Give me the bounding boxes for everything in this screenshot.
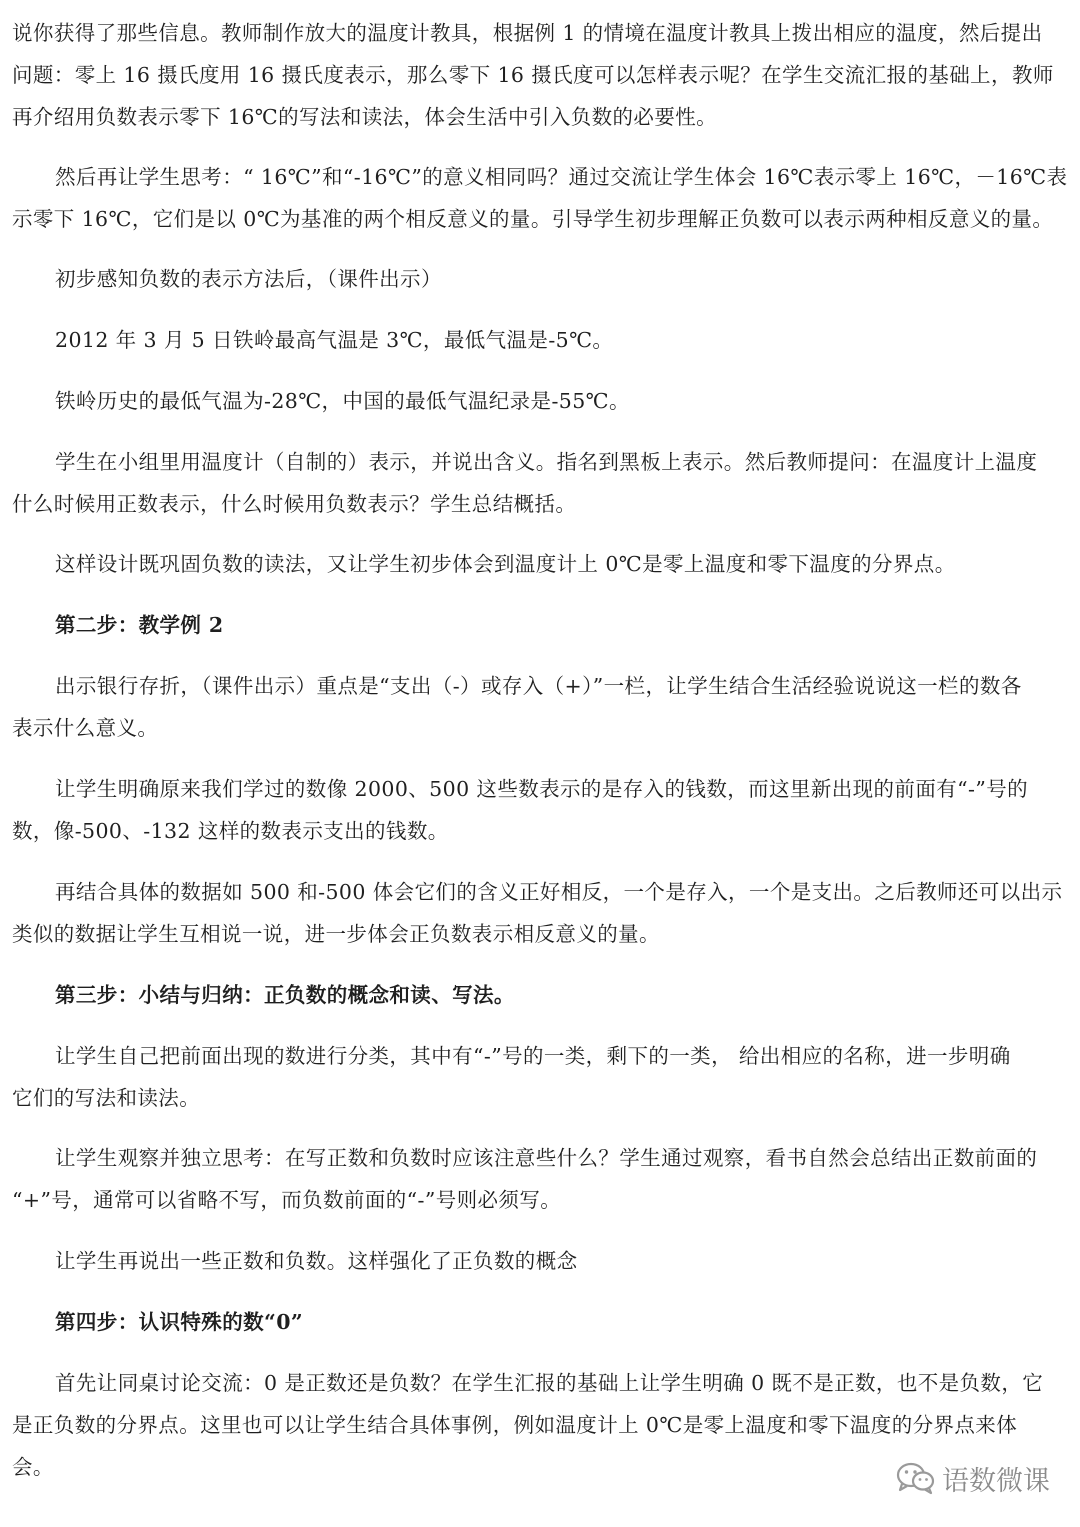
text-line: 什么时候用正数表示，什么时候用负数表示？学生总结概括。	[12, 492, 577, 516]
text-line: “+”号，通常可以省略不写，而负数前面的“-”号则必须写。	[12, 1188, 562, 1212]
paragraph	[12, 543, 1070, 585]
text-line: 再介绍用负数表示零下 16℃的写法和读法，体会生活中引入负数的必要性。	[12, 105, 718, 129]
text-line: 初步感知负数的表示方法后，（课件出示）	[55, 267, 442, 291]
paragraph	[12, 12, 1070, 138]
paragraph	[12, 156, 1070, 240]
text-line: 让学生观察并独立思考：在写正数和负数时应该注意些什么？学生通过观察，看书自然会总结出正数前面的	[55, 1146, 1038, 1170]
paragraph	[12, 768, 1070, 852]
text-line: 说你获得了那些信息。教师制作放大的温度计教具，根据例 1 的情境在温度计教具上拨出相应的温度，然后提出	[12, 21, 1043, 45]
section-heading	[12, 604, 1070, 646]
text-line: 然后再让学生思考：“ 16℃”和“-16℃”的意义相同吗？通过交流让学生体会 16℃表示零上 16℃，－16℃表	[55, 165, 1068, 189]
text-line: 2012 年 3 月 5 日铁岭最高气温是 3℃，最低气温是-5℃。	[55, 328, 614, 352]
text-line: 让学生明确原来我们学过的数像 2000、500 这些数表示的是存入的钱数，而这里新出现的前面有“-”号的	[55, 777, 1029, 801]
text-line: 这样设计既巩固负数的读法，又让学生初步体会到温度计上 0℃是零上温度和零下温度的分界点。	[55, 552, 956, 576]
watermark	[896, 1456, 1050, 1500]
paragraph	[12, 441, 1070, 525]
text-line: 再结合具体的数据如 500 和-500 体会它们的含义正好相反，一个是存入，一个是支出。之后教师还可以出示	[55, 880, 1063, 904]
text-line: 让学生自己把前面出现的数进行分类，其中有“-”号的一类，剩下的一类， 给出相应的名称，进一步明确	[55, 1044, 1011, 1068]
section-heading	[12, 1301, 1070, 1343]
wechat-icon	[896, 1461, 936, 1495]
text-line: 类似的数据让学生互相说一说，进一步体会正负数表示相反意义的量。	[12, 922, 660, 946]
text-line: 问题：零上 16 摄氏度用 16 摄氏度表示，那么零下 16 摄氏度可以怎样表示呢？在学生交流汇报的基础上，教师	[12, 63, 1054, 87]
paragraph	[12, 1035, 1070, 1119]
section-heading	[12, 974, 1070, 1016]
paragraph	[12, 1137, 1070, 1221]
paragraph	[12, 1240, 1070, 1282]
text-line: 会。	[12, 1455, 54, 1479]
text-line: 表示什么意义。	[12, 716, 159, 740]
paragraph	[12, 665, 1070, 749]
paragraph	[12, 319, 1070, 361]
watermark-text: 语数微课	[942, 1465, 1050, 1497]
text-line: 出示银行存折，（课件出示）重点是“支出（-）或存入（+）”一栏，让学生结合生活经验说说这一栏的数各	[55, 674, 1022, 698]
paragraph	[12, 871, 1070, 955]
heading-text: 第四步：认识特殊的数“0”	[55, 1310, 304, 1334]
text-line: 示零下 16℃，它们是以 0℃为基准的两个相反意义的量。引导学生初步理解正负数可以表示两种相反意义的量。	[12, 207, 1054, 231]
heading-text: 第二步：教学例 2	[55, 613, 224, 637]
text-line: 让学生再说出一些正数和负数。这样强化了正负数的概念	[55, 1249, 578, 1273]
paragraph	[12, 380, 1070, 422]
text-line: 首先让同桌讨论交流：0 是正数还是负数？在学生汇报的基础上让学生明确 0 既不是正数，也不是负数，它	[55, 1371, 1044, 1395]
text-line: 数，像-500、-132 这样的数表示支出的钱数。	[12, 819, 449, 843]
paragraph	[12, 258, 1070, 300]
text-line: 是正负数的分界点。这里也可以让学生结合具体事例，例如温度计上 0℃是零上温度和零下温度的分界点来体	[12, 1413, 1018, 1437]
text-line: 铁岭历史的最低气温为-28℃，中国的最低气温纪录是-55℃。	[55, 389, 630, 413]
text-line: 学生在小组里用温度计（自制的）表示，并说出含义。指名到黑板上表示。然后教师提问：在温度计上温度	[55, 450, 1038, 474]
text-line: 它们的写法和读法。	[12, 1086, 201, 1110]
heading-text: 第三步：小结与归纳：正负数的概念和读、写法。	[55, 983, 515, 1007]
